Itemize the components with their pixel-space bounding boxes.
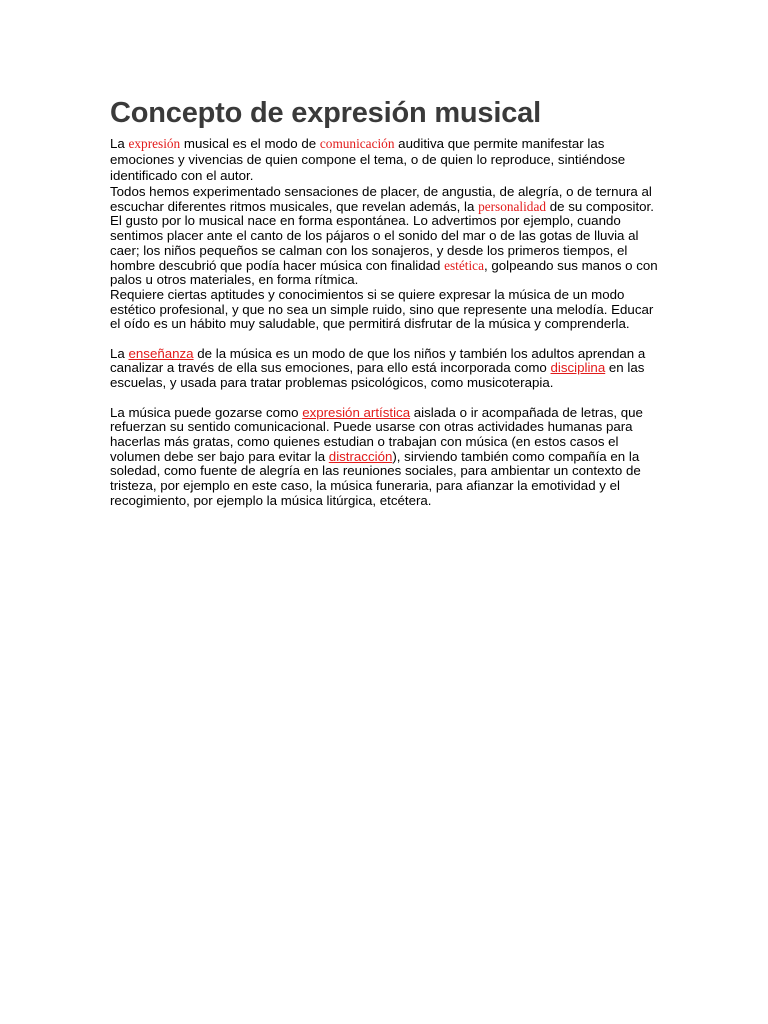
link-ensenanza[interactable]: enseñanza (128, 345, 194, 361)
keyword-comunicacion: comunicación (319, 136, 395, 151)
p5-text-1: La (110, 345, 129, 361)
p2-text-2: de su compositor. (546, 198, 654, 214)
keyword-estetica: estética (444, 257, 484, 273)
page-title: Concepto de expresión musical (110, 97, 541, 129)
paragraph-1 (110, 136, 665, 184)
keyword-personalidad: personalidad (478, 198, 547, 214)
paragraph-spacer (110, 391, 665, 406)
link-disciplina[interactable]: disciplina (550, 360, 606, 376)
paragraph-2 (110, 185, 665, 214)
p3-text-2: , golpeando sus manos o con palos u otros materiales, en forma rítmica. (110, 257, 658, 288)
link-expresion-artistica[interactable]: expresión artística (302, 404, 411, 420)
p3-text-1: El gusto por lo musical nace en forma espontánea. Lo advertimos por ejemplo, cuando sentimos placer ante el canto de los pájaros o el sonido del mar o de las gotas de lluvia al caer; los niños pequeños se calman con los sonajeros, y desde los primeros tiempos, el hombre descubrió que podía hacer música con finalidad (110, 213, 639, 273)
p2-text-1: Todos hemos experimentado sensaciones de placer, de angustia, de alegría, o de ternura al escuchar diferentes ritmos musicales, que revelan además, la (110, 184, 652, 214)
document-body (110, 136, 665, 508)
p6-text-1: La música puede gozarse como (110, 404, 303, 420)
p6-text-2: aislada o ir acompañada de letras, que refuerzan su sentido comunicacional. Puede usarse con otras actividades humanas para hacerlas más gratas, como quienes estudian o trabajan con música (en estos casos el volumen debe ser bajo para evitar la (110, 404, 643, 464)
paragraph-5 (110, 347, 665, 391)
paragraph-spacer (110, 332, 665, 347)
keyword-expresion: expresión (128, 136, 181, 151)
p1-text-3: auditiva que permite manifestar las emociones y vivencias de quien compone el tema, o de quien lo reproduce, sintiéndose identificado con el autor. (110, 136, 626, 183)
paragraph-3 (110, 214, 665, 288)
paragraph-4: Requiere ciertas aptitudes y conocimientos si se quiere expresar la música de un modo estético profesional, y que no sea un simple ruido, sino que represente una melodía. Educar el oído es un hábito muy saludable, que permitirá disfrutar de la música y comprenderla. (110, 286, 654, 332)
p1-text-1: La (110, 136, 129, 151)
link-distraccion[interactable]: distracción (328, 448, 393, 464)
p1-text-2: musical es el modo de (180, 136, 320, 151)
p5-text-3: en las escuelas, y usada para tratar problemas psicológicos, como musicoterapia. (110, 360, 645, 391)
p5-text-2: de la música es un modo de que los niños y también los adultos aprendan a canalizar a través de ella sus emociones, para ello está incorporada como (110, 345, 646, 376)
p6-text-3: ), sirviendo también como compañía en la soledad, como fuente de alegría en las reuniones sociales, para ambientar un contexto de tristeza, por ejemplo en este caso, la música funeraria, para afianzar la emotividad y el recogimiento, por ejemplo la música litúrgica, etcétera. (110, 448, 641, 508)
paragraph-6 (110, 406, 665, 509)
